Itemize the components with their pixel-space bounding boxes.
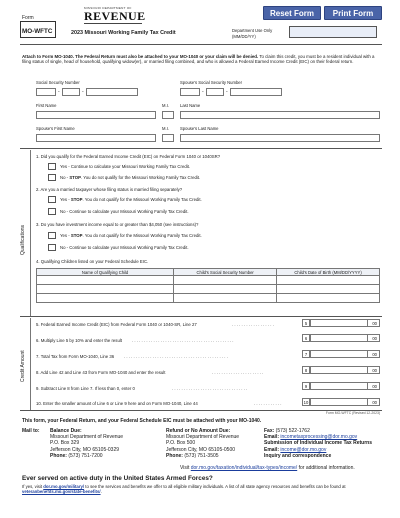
table-header-child-name: Name of Qualifying Child [37,269,174,276]
balance-addr-line1: Missouri Department of Revenue [50,434,124,441]
line-10-leader: . . . . . . . . . . . . [254,401,282,406]
q1-yes-checkbox[interactable] [48,163,56,170]
spouse-ssn-label: Spouse's Social Security Number [180,80,243,85]
attach-bold: Attach to Form MO-1040. The Federal Return must also be attached to your MO-1040 or your claim will be denied. [22,54,259,59]
form-id: MO-WFTC [22,28,53,35]
email-processing-link[interactable]: incometaxprocessing@dor.mo.gov [280,434,358,441]
q2-yes-checkbox[interactable] [48,196,56,203]
header-divider [20,44,382,45]
logo-underline [84,23,142,24]
table-header-child-ssn: Child's Social Security Number [174,269,277,276]
line-5-cents: 00 [372,321,377,326]
refund-block [166,428,266,459]
veteran-benefits-link[interactable]: veteranbenefits.mo.gov/state-benefits/ [22,489,101,495]
email2-label: Email: [264,446,280,453]
last-name-label: Last Name [180,103,201,108]
revenue-logo: REVENUE [84,9,146,23]
ssn-dash-2: - [82,89,84,95]
dept-use-line1: Department Use Only [232,28,273,33]
form-label: Form [22,15,34,21]
email-label: Email: [264,434,280,441]
line-8-number: 8 [302,366,310,374]
print-form-button[interactable]: Print Form [324,6,382,20]
line-7-leader: . . . . . . . . . . . . . . . . . . . . . . . . . . . . . . . . . . . . . . . . . . . . [124,354,228,359]
attach-text: To claim this credit, you must be a resident individual with a filing status of single, head of household, qualifying widow(er), or married filing combined, and who is allowed a Federal Earned Income Credit (EIC) on their federal return. [22,54,375,65]
spouse-mi-label: M.I. [162,126,169,131]
contact-block [264,428,384,459]
email-income-link[interactable]: income@dor.mo.gov [280,446,327,453]
balance-due-label: Balance Due: [50,428,82,434]
identity-divider [20,148,382,149]
qualifications-divider [20,316,382,317]
line-6-amount-field[interactable] [310,334,380,342]
attach-notice [22,54,380,64]
line-8-amount-field[interactable] [310,366,380,374]
logo-dept-text: MISSOURI DEPARTMENT OF [84,6,132,10]
line-9-number: 9 [302,382,310,390]
attach-statement: This form, your Federal Return, and your Federal Schedule EIC must be attached with your MO-1040. [22,418,262,424]
q3-yes-checkbox[interactable] [48,232,56,239]
question-3: 3. Do you have investment income equal to or greater than $4,050 (see instructions)? [36,222,199,227]
line-6-label: 6. Multiply Line 5 by 10% and enter the result [36,338,122,343]
ssn-field-3[interactable] [86,88,138,96]
qualifying-children-table [36,268,380,303]
armed-forces-heading: Ever served on active duty in the United States Armed Forces? [22,475,213,482]
table-header-child-dob: Child's Date of Birth (MM/DD/YYYY) [277,269,380,276]
question-1: 1. Did you qualify for the Federal Earned Income Credit (EIC) on Federal Form 1040 or 1040SR? [36,154,221,159]
refund-addr-line1: Missouri Department of Revenue [166,434,240,441]
line-9-leader: . . . . . . . . . . . . . . . . . . . . . . . . . . . . . . . . [172,386,248,391]
armed-forces-text-c: . [100,489,102,495]
table-row [37,285,380,294]
line-5-leader: . . . . . . . . . . . . . . . . . . [232,322,274,327]
spouse-ssn-dash-1: - [202,89,204,95]
line-10-label: 10. Enter the smaller amount of Line 6 or Line 9 here and on Form MO-1040, Line 44 [36,401,198,406]
line-6-number: 6 [302,334,310,342]
refund-addr-line3: Jefferson City, MO 65105-0500 [166,446,236,453]
balance-phone: (573) 751-7200 [68,452,103,459]
question-2: 2. Are you a married taxpayer whose filing status is married filing separately? [36,187,183,192]
line-8-cents: 00 [372,368,377,373]
inquiry-note: Inquiry and correspondence [264,452,332,459]
spouse-last-name-field[interactable] [180,134,380,142]
dept-use-line2: (MM/DD/YY) [232,33,256,39]
ssn-dash-1: - [58,89,60,95]
spouse-ssn-field-1[interactable] [180,88,200,96]
balance-phone-label: Phone: [50,452,67,459]
line-10-cents: 00 [372,400,377,405]
line-9-cents: 00 [372,384,377,389]
refund-due-label: Refund or No Amount Due: [166,428,231,434]
child-dob-cell[interactable] [277,276,380,285]
line-8-leader: . . . . . . . . . . . . . . . . . . . . . . [212,370,264,375]
first-name-field[interactable] [36,111,156,119]
line-7-label: 7. Total Tax from Form MO-1040, Line 36 [36,354,115,359]
q1-no-checkbox[interactable] [48,174,56,181]
line-5-number: 5 [302,319,310,327]
question-4: 4. Qualifying Children listed on your Federal Schedule EIC. [36,259,149,264]
balance-due-block [50,428,156,459]
revision-note: Form MO-WFTC (Revised 12-2023) [325,411,380,415]
table-row [37,294,380,303]
ssn-label: Social Security Number [36,80,80,85]
q2-no-label: No - Continue to calculate your Missouri Working Family Tax Credit. [60,209,189,214]
qualifications-label: Qualifications [20,224,26,255]
armed-forces-text-b: to see the services and benefits we offer to all eligible military individuals. A list of all state agency resources and benefits can be found at [84,484,346,489]
refund-addr-line2: P.O. Box 500 [166,440,196,447]
qualifications-bar [30,150,31,316]
line-8-label: 8. Add Line 42 and Line 43 from Form MO-1040 and enter the result [36,370,166,375]
credit-amount-label: Credit Amount [20,350,26,382]
first-name-label: First Name [36,103,57,108]
line-7-cents: 00 [372,352,377,357]
balance-addr-line3: Jefferson City, MO 65105-0329 [50,446,120,453]
ssn-field-2[interactable] [62,88,80,96]
spouse-last-name-label: Spouse's Last Name [180,126,219,131]
child-ssn-cell[interactable] [174,276,277,285]
spouse-ssn-field-3[interactable] [230,88,282,96]
visit-prefix: Visit [180,465,191,471]
fax-number: (573) 522-1762 [275,428,310,434]
submission-note: Submission of Individual Income Tax Returns [264,440,372,447]
line-7-number: 7 [302,350,310,358]
q3-yes-label: Yes - STOP. You do not qualify for the Missouri Working Family Tax Credit. [60,233,202,238]
line-7-amount-field[interactable] [310,350,380,358]
child-ssn-cell[interactable] [174,285,277,294]
spouse-first-name-label: Spouse's First Name [36,126,75,131]
q1-no-label: No - STOP. You do not qualify for the Missouri Working Family Tax Credit. [60,175,201,180]
last-name-field[interactable] [180,111,380,119]
q2-no-checkbox[interactable] [48,208,56,215]
page-title: 2023 Missouri Working Family Tax Credit [71,30,176,36]
child-name-cell[interactable] [37,285,174,294]
line-9-amount-field[interactable] [310,382,380,390]
visit-line [180,465,355,471]
line-9-label: 9. Subtract Line 8 from Line 7. If less than 0, enter 0 [36,386,135,391]
line-10-number: 10 [303,400,309,405]
mi-label: M.I. [162,103,169,108]
child-dob-cell[interactable] [277,294,380,303]
q3-no-label: No - Continue to calculate your Missouri Working Family Tax Credit. [60,245,189,250]
refund-phone-label: Phone: [166,452,183,459]
line-5-amount-field[interactable] [310,319,380,327]
fax-label: Fax: [264,428,275,434]
ssn-field-1[interactable] [36,88,56,96]
dept-use-date-field[interactable] [289,26,377,38]
child-ssn-cell[interactable] [174,294,277,303]
armed-forces-text [22,484,380,495]
line-6-cents: 00 [372,336,377,341]
balance-addr-line2: P.O. Box 329 [50,440,80,447]
child-dob-cell[interactable] [277,285,380,294]
table-header-row [37,269,380,276]
mail-to-label: Mail to: [22,428,40,434]
reset-form-button[interactable]: Reset Form [263,6,321,20]
dept-use-label [232,28,272,39]
q2-yes-label: Yes - STOP. You do not qualify for the Missouri Working Family Tax Credit. [60,197,202,202]
spouse-first-name-field[interactable] [36,134,156,142]
credit-bar [30,318,31,410]
child-name-cell[interactable] [37,276,174,285]
spouse-ssn-dash-2: - [226,89,228,95]
child-name-cell[interactable] [37,294,174,303]
armed-forces-text-a: If yes, visit [22,484,44,489]
q3-no-checkbox[interactable] [48,244,56,251]
military-link[interactable]: dor.mo.gov/military/ [43,484,85,489]
q1-yes-label: Yes - Continue to calculate your Missouri Working Family Tax Credit. [60,164,191,169]
line-10-amount-field[interactable] [310,398,380,406]
mi-field[interactable] [162,111,174,119]
line-6-leader: . . . . . . . . . . . . . . . . . . . . . . . . . . . . . . . . . . . . . . . . . . . [132,338,234,343]
refund-phone: (573) 751-3505 [184,452,219,459]
line-5-label: 5. Federal Earned Income Credit (EIC) from Federal Form 1040 or 1040-SR, Line 27 [36,322,197,327]
spouse-ssn-field-2[interactable] [206,88,224,96]
visit-suffix: for additional information. [297,465,355,471]
visit-link[interactable]: dor.mo.gov/taxation/individual/tax-types/income/ [190,465,298,471]
spouse-mi-field[interactable] [162,134,174,142]
table-row [37,276,380,285]
